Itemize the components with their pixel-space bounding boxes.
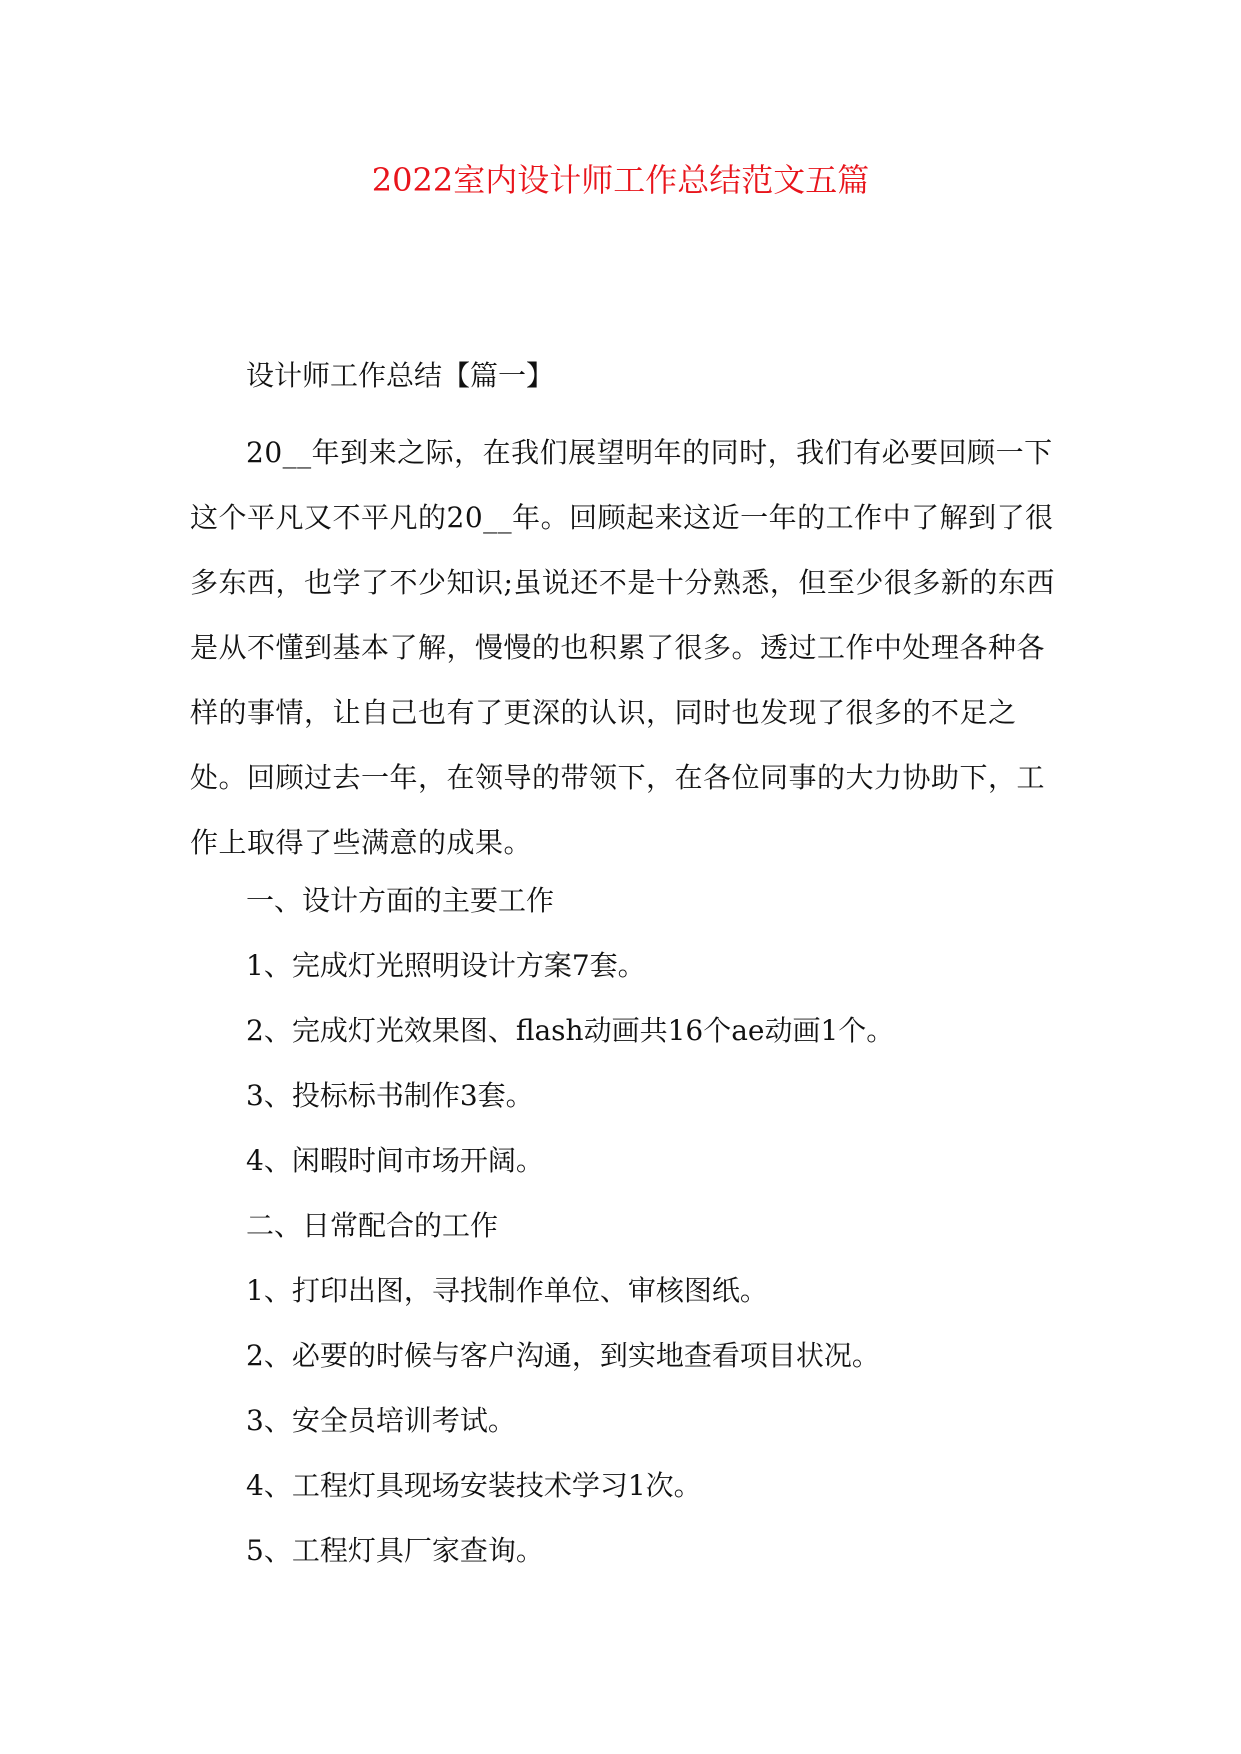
list-item: 3、投标标书制作3套。 (246, 1079, 534, 1112)
intro-paragraph: 20__年到来之际，在我们展望明年的同时，我们有必要回顾一下这个平凡又不平凡的20__年。回顾起来这近一年的工作中了解到了很多东西，也学了不少知识;虽说还不是十分熟悉，但至少很多新的东西是从不懂到基本了解，慢慢的也积累了很多。透过工作中处理各种各样的事情，让自己也有了更深的认识，同时也发现了很多的不足之处。回顾过去一年，在领导的带领下，在各位同事的大力协助下，工作上取得了些满意的成果。 (190, 436, 1055, 859)
list-heading-design-work: 一、设计方面的主要工作 (246, 884, 555, 917)
document-title: 2022室内设计师工作总结范文五篇 (371, 161, 870, 199)
list-heading-daily-work: 二、日常配合的工作 (246, 1209, 499, 1242)
section-heading: 设计师工作总结【篇一】 (246, 359, 555, 392)
list-item: 2、完成灯光效果图、flash动画共16个ae动画1个。 (246, 1014, 895, 1047)
list-item: 3、安全员培训考试。 (246, 1404, 516, 1437)
work-item-list (246, 868, 894, 1583)
list-item: 4、工程灯具现场安装技术学习1次。 (246, 1469, 702, 1502)
list-item: 1、完成灯光照明设计方案7套。 (246, 949, 646, 982)
list-item: 4、闲暇时间市场开阔。 (246, 1144, 544, 1177)
list-item: 5、工程灯具厂家查询。 (246, 1534, 544, 1567)
list-item: 1、打印出图，寻找制作单位、审核图纸。 (246, 1274, 768, 1307)
list-item: 2、必要的时候与客户沟通，到实地查看项目状况。 (246, 1339, 880, 1372)
